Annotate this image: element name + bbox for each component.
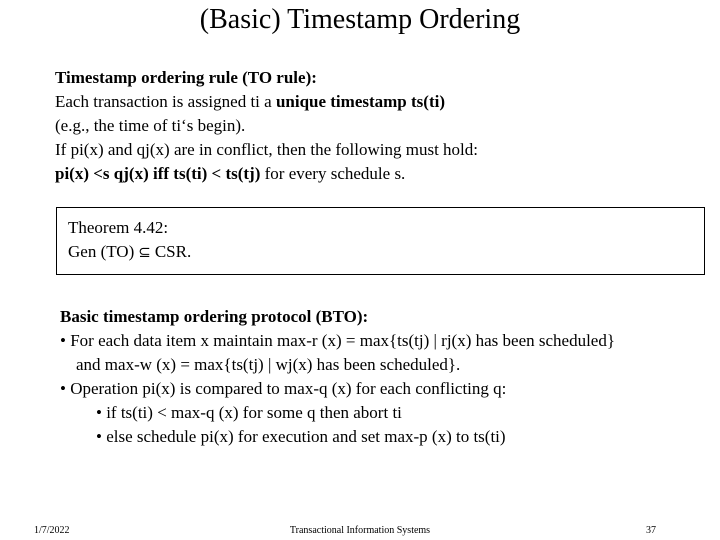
to-rule-heading: Timestamp ordering rule (TO rule): [55, 68, 317, 87]
to-rule-condition: pi(x) <s qj(x) iff ts(ti) < ts(tj) [55, 164, 261, 183]
slide-title: (Basic) Timestamp Ordering [199, 4, 521, 35]
theorem-csr: CSR. [154, 242, 192, 261]
theorem-box [56, 207, 705, 275]
theorem-statement [68, 240, 704, 264]
bto-bullet-1-cont: and max-w (x) = max{ts(tj) | wj(x) has been scheduled}. [76, 355, 461, 374]
to-rule-line-1 [55, 90, 478, 114]
bto-sub-bullet-1: • if ts(ti) < max-q (x) for some q then abort ti [96, 403, 402, 422]
to-rule-line-3: If pi(x) and qj(x) are in conflict, then the following must hold: [55, 140, 479, 159]
unique-timestamp-text: unique timestamp ts(ti) [275, 92, 445, 111]
theorem-gen-to: Gen (TO) [68, 242, 135, 261]
theorem-heading: Theorem 4.42: [68, 218, 169, 237]
page-number: 37 [646, 525, 656, 536]
to-rule-line-4-text: for every schedule s. [260, 164, 406, 183]
footer-date: 1/7/2022 [34, 525, 70, 536]
footer-title: Transactional Information Systems [289, 525, 431, 536]
bto-sub-bullet-2: • else schedule pi(x) for execution and set max-p (x) to ts(ti) [96, 427, 506, 446]
to-rule-line-1-text: Each transaction is assigned ti a [55, 92, 276, 111]
bto-bullet-2: • Operation pi(x) is compared to max-q (x) for each conflicting q: [60, 379, 507, 398]
bto-bullet-1: • For each data item x maintain max-r (x) = max{ts(tj) | rj(x) has been scheduled} [60, 331, 615, 350]
to-rule-line-4 [55, 162, 478, 186]
bto-section [60, 305, 615, 449]
to-rule-section [55, 66, 478, 186]
bto-heading: Basic timestamp ordering protocol (BTO): [60, 307, 369, 326]
to-rule-line-2: (e.g., the time of ti‘s begin). [55, 116, 246, 135]
subset-symbol: ⊆ [138, 243, 151, 261]
